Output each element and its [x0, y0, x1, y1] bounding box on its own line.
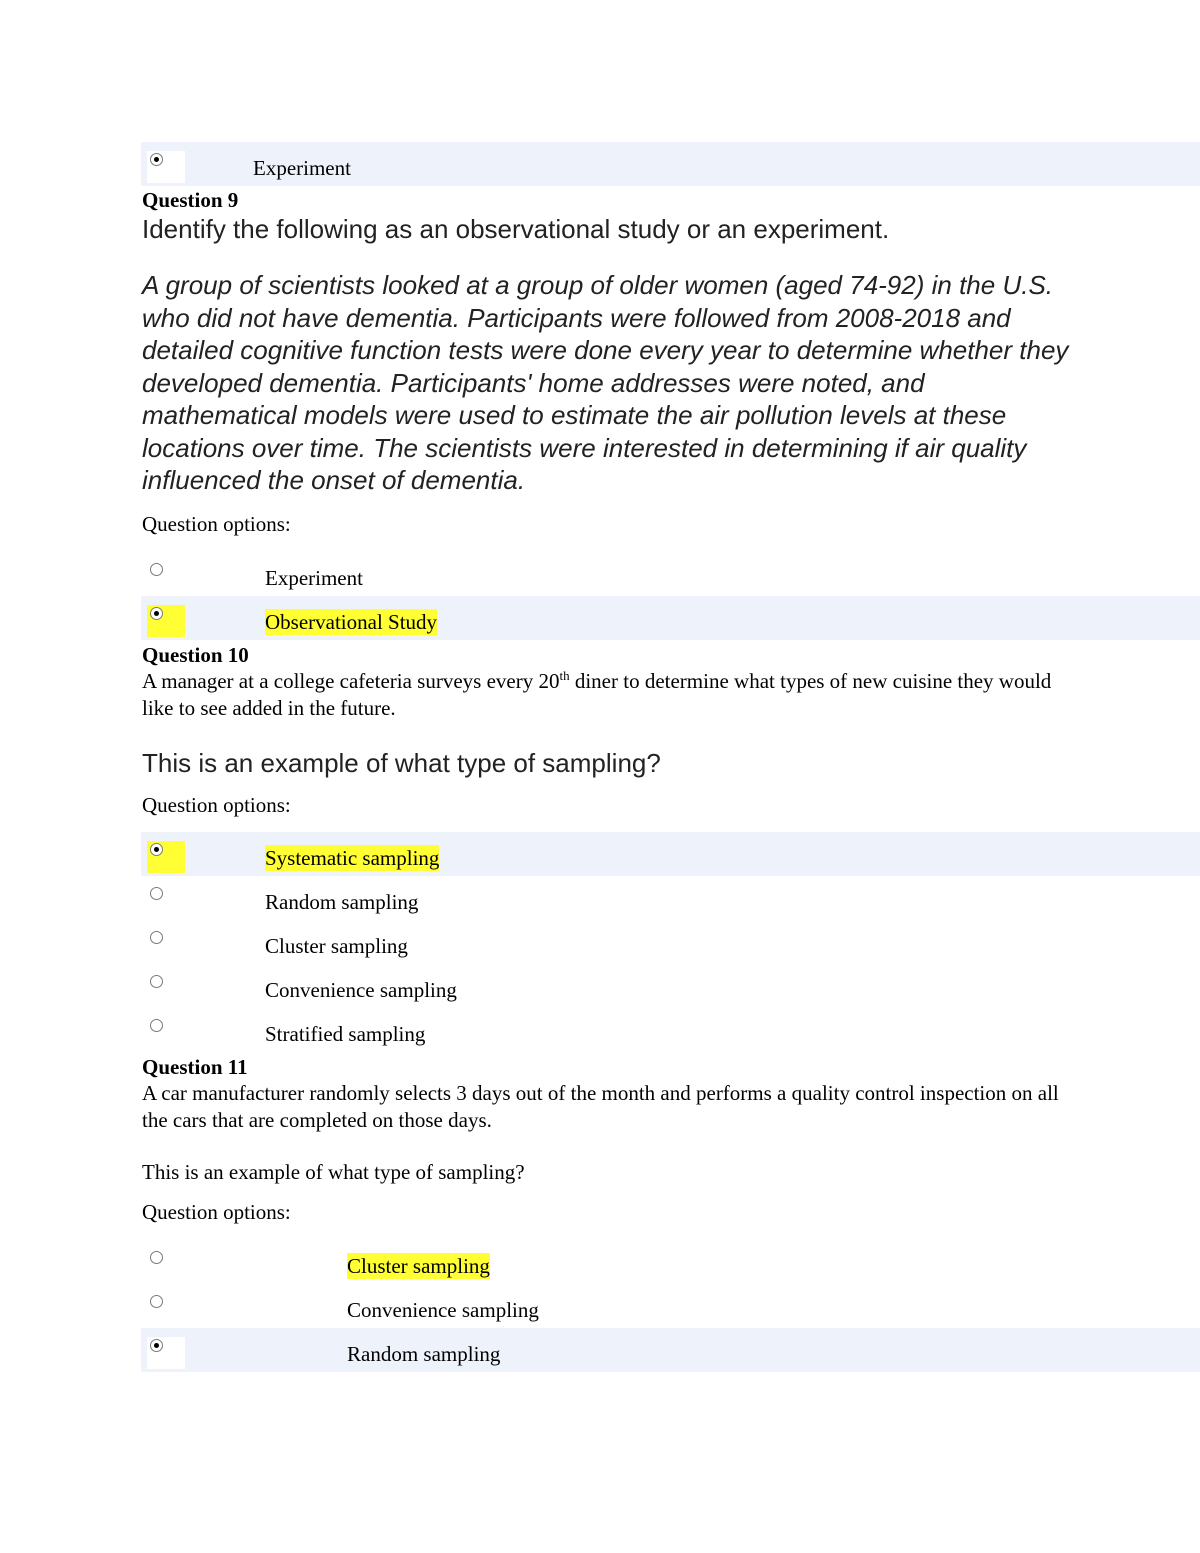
option-row-stratified-sampling[interactable]	[141, 1008, 1200, 1052]
question-10-prompt: This is an example of what type of sampling?	[142, 748, 661, 778]
radio-button[interactable]	[147, 885, 185, 917]
radio-selected-dot-icon	[154, 847, 159, 852]
question-9-prompt: Identify the following as an observational study or an experiment.	[142, 214, 890, 244]
question-11-prompt: This is an example of what type of sampling?	[142, 1160, 525, 1184]
radio-button[interactable]	[147, 841, 185, 873]
option-row-cluster-sampling[interactable]	[141, 1240, 1200, 1284]
radio-button[interactable]	[147, 1249, 185, 1281]
option-label: Random sampling	[347, 1342, 501, 1366]
question-11-text: A car manufacturer randomly selects 3 days out of the month and performs a quality control inspection on all the cars that are completed on those days.	[142, 1081, 1059, 1132]
question-10-title: Question 10	[142, 643, 249, 667]
ordinal-suffix: th	[559, 668, 570, 683]
option-row-experiment[interactable]	[141, 552, 1200, 596]
radio-circle-icon	[150, 975, 163, 988]
radio-button[interactable]	[147, 151, 185, 183]
radio-button[interactable]	[147, 973, 185, 1005]
option-label: Random sampling	[265, 890, 419, 914]
radio-button[interactable]	[147, 1337, 185, 1369]
question-11-options-label: Question options:	[142, 1200, 291, 1224]
radio-button[interactable]	[147, 1293, 185, 1325]
question-9-options-label: Question options:	[142, 512, 291, 536]
radio-circle-icon	[150, 887, 163, 900]
option-label: Cluster sampling	[265, 934, 408, 958]
option-row-random-sampling[interactable]	[141, 876, 1200, 920]
option-label: Stratified sampling	[265, 1022, 426, 1046]
radio-button[interactable]	[147, 561, 185, 593]
question-11-title: Question 11	[142, 1055, 248, 1079]
question-9-scenario: A group of scientists looked at a group of older women (aged 74-92) in the U.S. who did not have dementia. Participants were followed from 2008-2018 and detailed cognitive function tests were done every year to determine whether they developed dementia. Participants' home addresses were noted, and mathematical models were used to estimate the air pollution levels at these locations over time. The scientists were interested in determining if air quality influenced the onset of dementia.	[142, 270, 1069, 495]
radio-circle-icon	[150, 1251, 163, 1264]
radio-selected-dot-icon	[154, 1343, 159, 1348]
radio-button[interactable]	[147, 1017, 185, 1049]
option-row-observational-study[interactable]	[141, 596, 1200, 640]
option-label: Experiment	[253, 156, 351, 180]
radio-button[interactable]	[147, 929, 185, 961]
question-10-text-part: diner to determine what types of new cuisine they would like to see added in the future.	[142, 669, 1052, 720]
option-label: Experiment	[265, 566, 363, 590]
radio-circle-icon	[150, 1295, 163, 1308]
radio-selected-dot-icon	[154, 611, 159, 616]
radio-circle-icon	[150, 563, 163, 576]
option-label: Observational Study	[265, 610, 438, 634]
question-10-text	[142, 668, 1072, 722]
question-10-options-label: Question options:	[142, 793, 291, 817]
option-row-convenience-sampling[interactable]	[141, 964, 1200, 1008]
question-10-text-part: A manager at a college cafeteria surveys every 20	[142, 669, 560, 693]
question-9-title: Question 9	[142, 188, 239, 212]
option-label: Convenience sampling	[265, 978, 457, 1002]
option-label: Convenience sampling	[347, 1298, 539, 1322]
option-row-systematic-sampling[interactable]	[141, 832, 1200, 876]
radio-circle-icon	[150, 1019, 163, 1032]
option-label: Systematic sampling	[265, 846, 440, 870]
radio-circle-icon	[150, 931, 163, 944]
radio-button[interactable]	[147, 605, 185, 637]
option-row-experiment-top[interactable]	[141, 142, 1200, 186]
option-row-cluster-sampling[interactable]	[141, 920, 1200, 964]
option-label: Cluster sampling	[347, 1254, 490, 1278]
option-row-random-sampling[interactable]	[141, 1328, 1200, 1372]
option-row-convenience-sampling[interactable]	[141, 1284, 1200, 1328]
radio-selected-dot-icon	[154, 157, 159, 162]
